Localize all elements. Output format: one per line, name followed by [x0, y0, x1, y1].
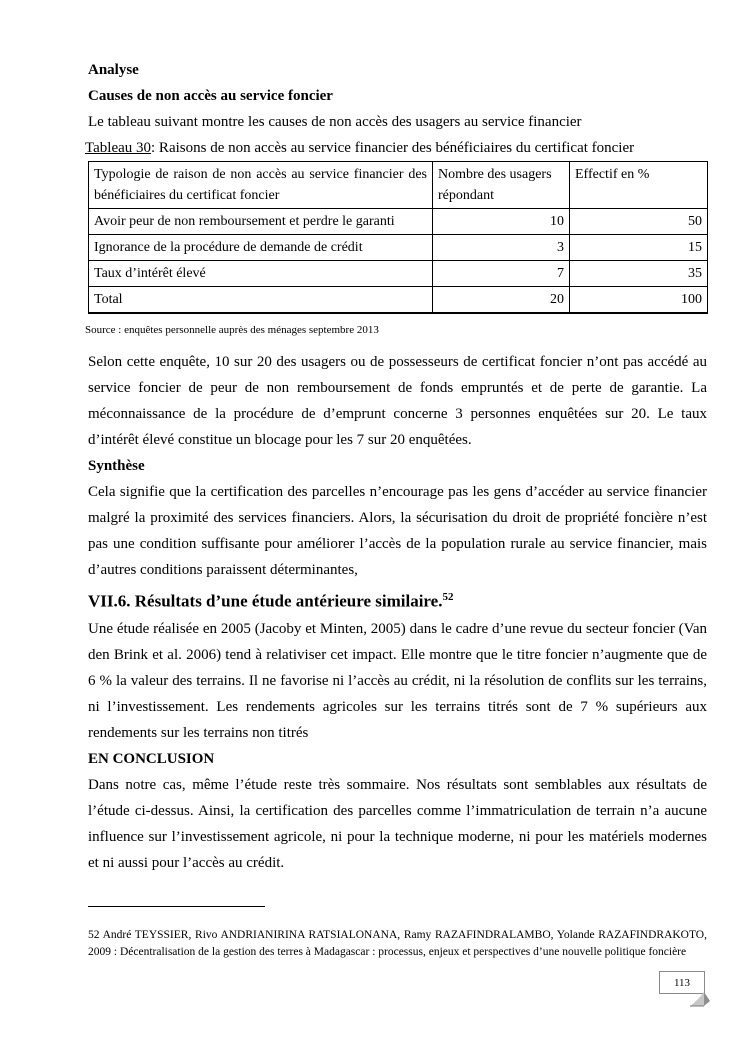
table-caption	[85, 135, 707, 161]
table-caption-text: : Raisons de non accès au service financier des bénéficiaires du certificat foncier	[151, 140, 635, 156]
count-cell: 20	[433, 287, 570, 314]
paragraph-enquete: Selon cette enquête, 10 sur 20 des usagers ou de possesseurs de certificat foncier n’ont pas accédé au service foncier de peur de non remboursement de fonds empruntés et de perte de garantie. La méconnaissance de la procédure de d’emprunt concerne 3 personnes enquêtées sur 20. Le taux d’intérêt élevé constitue un blocage pour les 7 sur 20 enquêtées.	[88, 354, 707, 448]
page-number: 113	[673, 976, 691, 989]
section-heading-text: VII.6. Résultats d’une étude antérieure similaire.	[88, 591, 443, 611]
table-header-row	[89, 162, 708, 209]
table-row	[89, 235, 708, 261]
footnote-area	[88, 906, 707, 973]
percent-cell: 100	[570, 287, 708, 314]
section-heading-causes: Causes de non accès au service foncier	[88, 88, 333, 104]
row-label-cell: Avoir peur de non remboursement et perdre le garanti	[89, 209, 433, 235]
column-header-effectif: Effectif en %	[570, 162, 708, 209]
section-heading-conclusion: EN CONCLUSION	[88, 750, 215, 767]
footnote-number: 52	[88, 929, 100, 941]
table-row	[89, 209, 708, 235]
percent-cell: 50	[570, 209, 708, 235]
intro-paragraph: Le tableau suivant montre les causes de non accès des usagers au service financier	[88, 114, 582, 130]
footnote-divider	[88, 906, 265, 907]
table-row-total	[89, 287, 708, 314]
table-caption-label: Tableau 30	[85, 140, 152, 156]
row-label-cell: Total	[89, 287, 433, 314]
row-label-cell: Taux d’intérêt élevé	[89, 261, 433, 287]
percent-cell: 35	[570, 261, 708, 287]
paragraph-conclusion: Dans notre cas, même l’étude reste très sommaire. Nos résultats sont semblables aux résultats de l’étude ci-dessus. Ainsi, la certification des parcelles comme l’immatriculation de terrain n’a aucune influence sur l’investissement agricole, ni pour la technique moderne, ni pour les matériels modernes et ni aussi pour l’accès au crédit.	[88, 776, 707, 871]
paragraph-etude: Une étude réalisée en 2005 (Jacoby et Minten, 2005) dans le cadre d’une revue du secteur foncier (Van den Brink et al. 2006) tend à relativiser cet impact. Elle montre que le titre foncier n’augmente que de 6 % la valeur des terrains. Il ne favorise ni l’accès au crédit, ni la résolution de conflits sur les terrains, ni l’investissement. Les rendements agricoles sur les terrains titrés sont de 7 % supérieurs aux rendements sur les terrains non titrés	[88, 620, 707, 741]
page-curl-icon	[688, 989, 712, 1009]
count-cell: 10	[433, 209, 570, 235]
page-content	[85, 57, 707, 876]
row-label-cell: Ignorance de la procédure de demande de crédit	[89, 235, 433, 261]
percent-cell: 15	[570, 235, 708, 261]
footnote-ref-sup: 52	[442, 591, 454, 603]
table-source: Source : enquêtes personnelle auprès des ménages septembre 2013	[85, 324, 379, 336]
footnote	[88, 927, 707, 961]
count-cell: 3	[433, 235, 570, 261]
section-heading-analyse: Analyse	[88, 62, 139, 78]
footnote-text: André TEYSSIER, Rivo ANDRIANIRINA RATSIALONANA, Ramy RAZAFINDRALAMBO, Yolande RAZAFINDRAKOTO, 2009 : Décentralisation de la gestion des terres à Madagascar : processus, enjeux et perspectives d’une nouvelle politique foncière	[88, 929, 707, 958]
column-header-nombre: Nombre des usagers répondant	[433, 162, 570, 209]
section-heading-vii6	[88, 583, 707, 616]
section-heading-synthese: Synthèse	[88, 458, 145, 474]
table-row	[89, 261, 708, 287]
count-cell: 7	[433, 261, 570, 287]
paragraph-synthese: Cela signifie que la certification des parcelles n’encourage pas les gens d’accéder au service financier malgré la proximité des services financiers. Alors, la sécurisation du droit de propriété foncière n’est pas une condition suffisante pour améliorer l’accès de la population rurale au service financier, mais d’autres conditions paraissent déterminantes,	[88, 484, 707, 578]
column-header-typologie: Typologie de raison de non accès au service financier des bénéficiaires du certificat foncier	[89, 162, 433, 209]
results-table	[88, 161, 708, 314]
